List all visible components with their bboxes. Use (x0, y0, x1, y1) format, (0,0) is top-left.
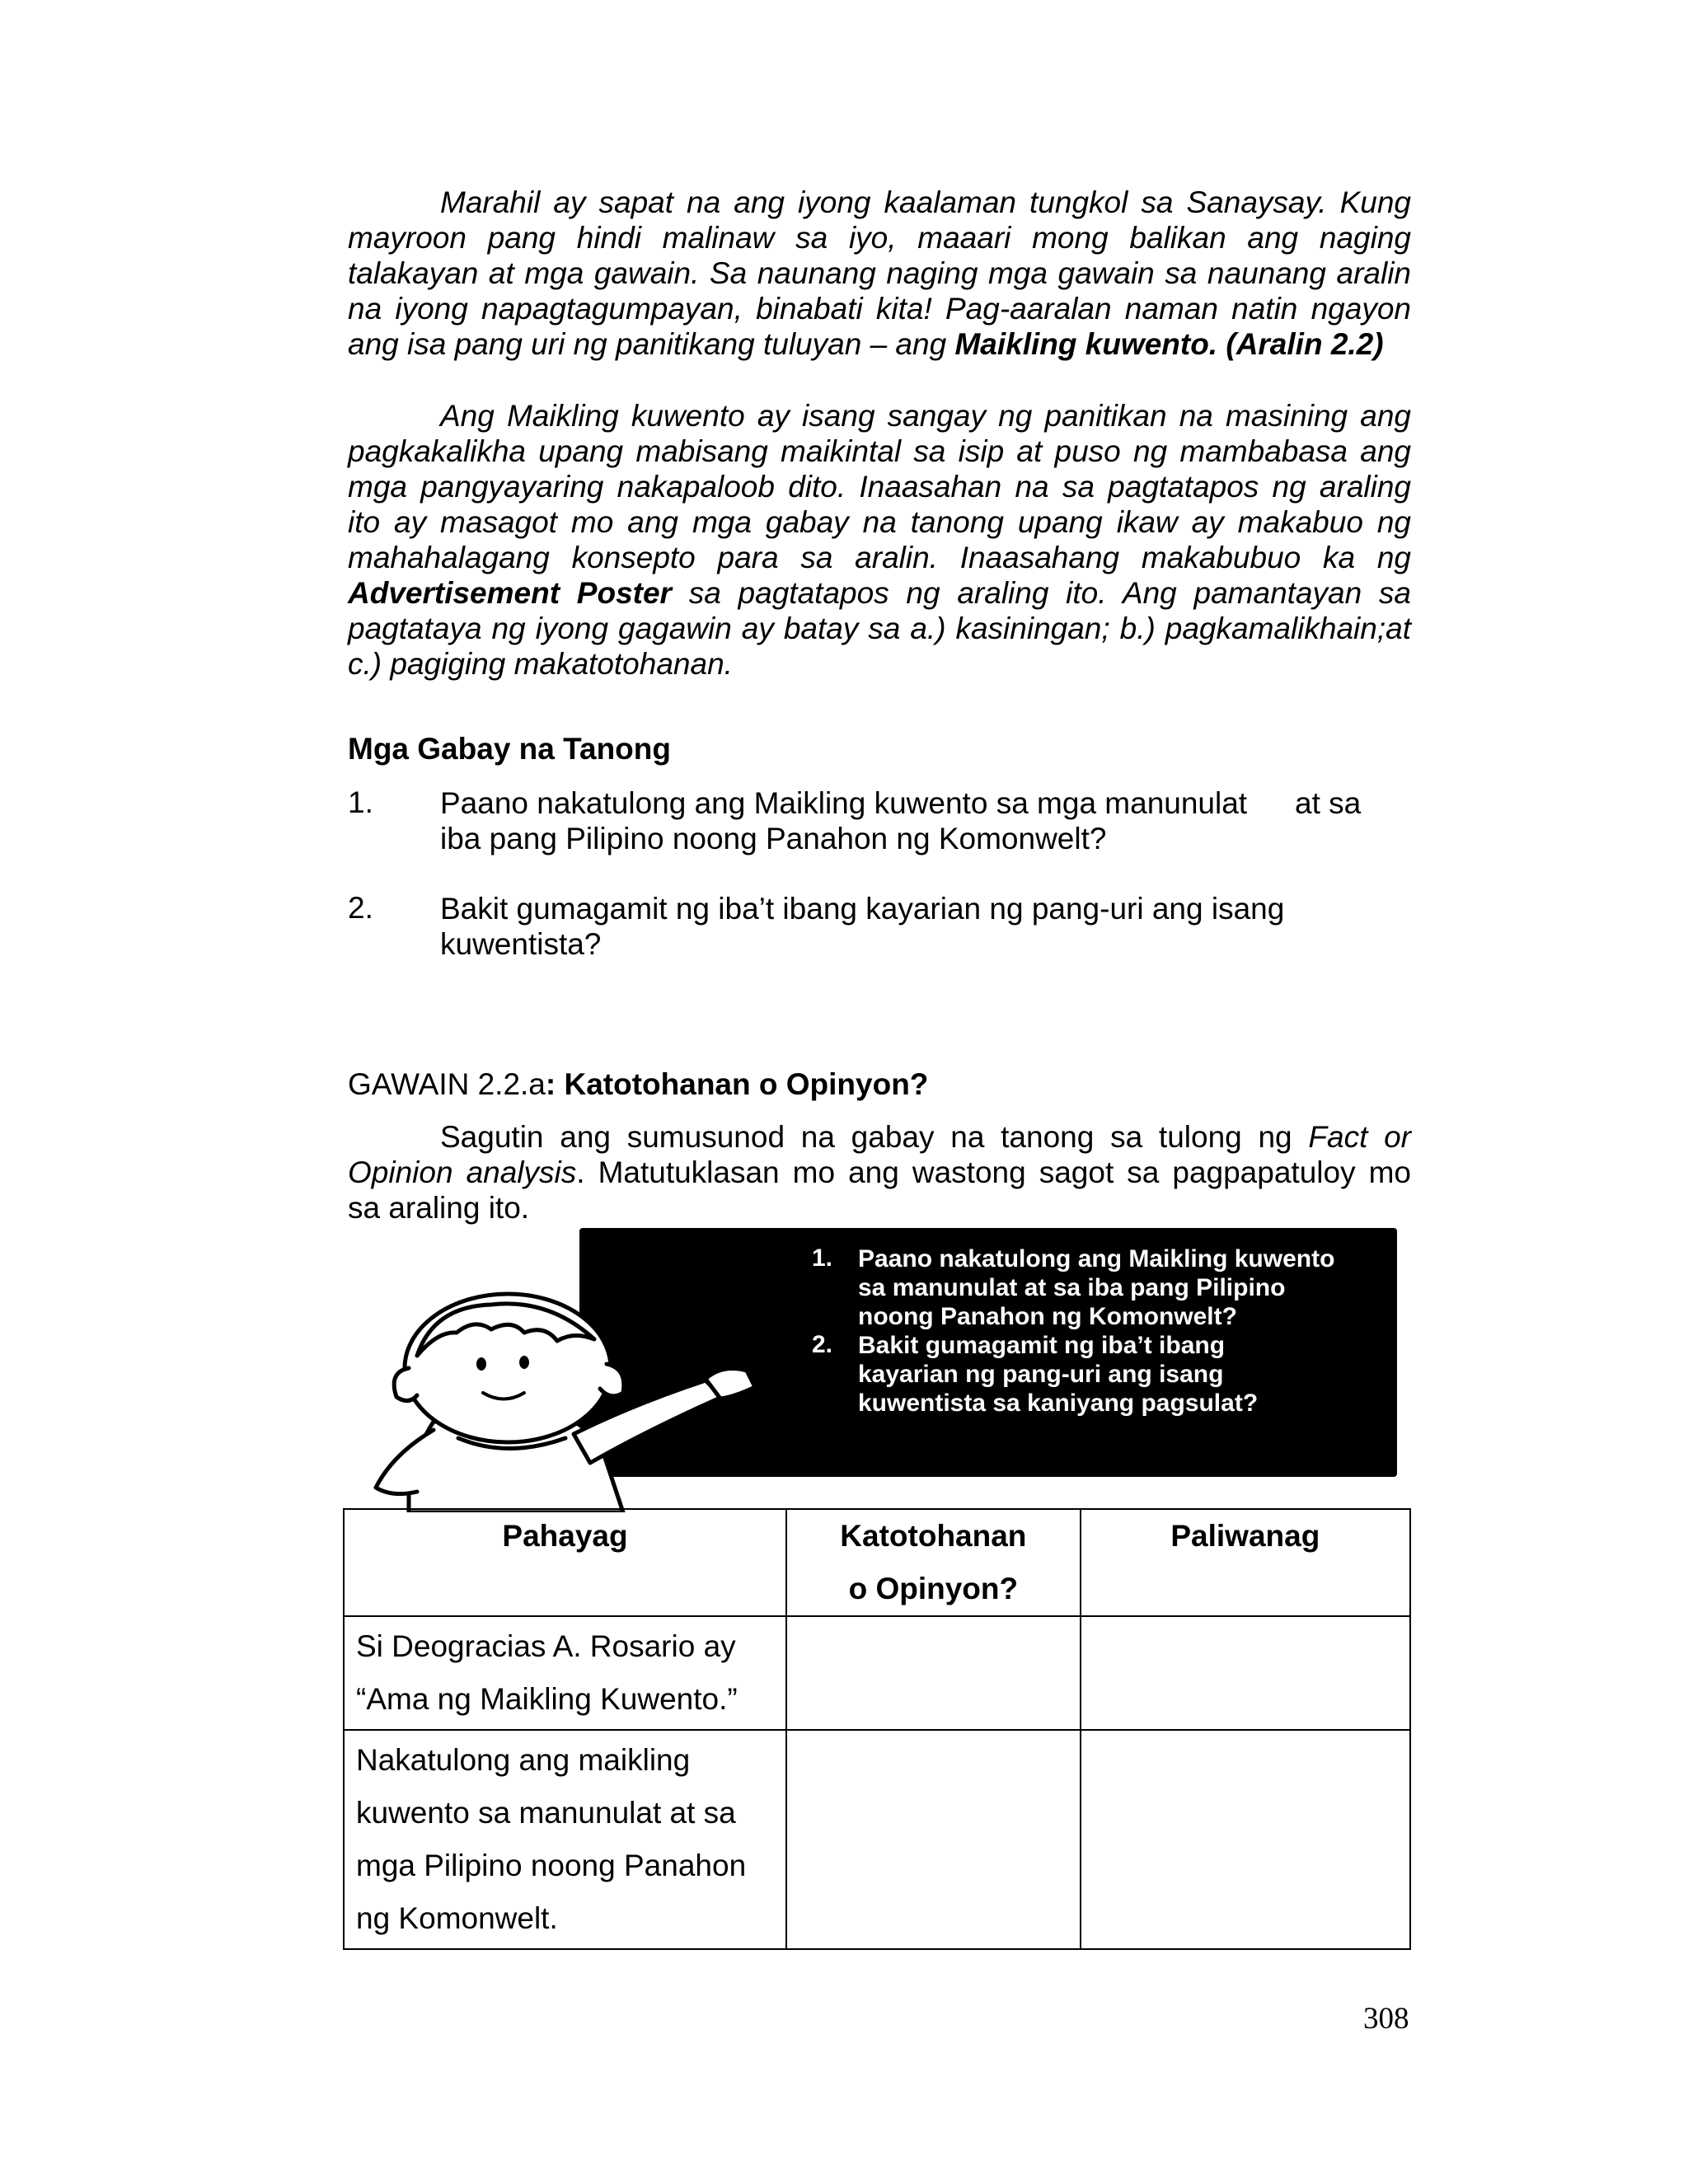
table-row (344, 1616, 1410, 1730)
gawain-title (348, 1067, 928, 1102)
fact-opinion-table (343, 1508, 1411, 1950)
intro-paragraph (348, 185, 1411, 362)
gawain-intro (348, 1119, 1411, 1226)
blackboard-item-number: 2. (812, 1331, 833, 1358)
cell-line: ng Komonwelt. (356, 1901, 558, 1935)
blackboard-line: kayarian ng pang-uri ang isang (858, 1361, 1224, 1388)
gawain-heading: : Katotohanan o Opinyon? (545, 1067, 929, 1101)
question-line: iba pang Pilipino noong Panahon ng Komonwelt? (440, 822, 1107, 855)
intro-line (348, 1155, 1411, 1190)
intro-italic: Opinion analysis (348, 1155, 577, 1189)
cell-line: “Ama ng Maikling Kuwento.” (356, 1682, 738, 1716)
cell-line: Si Deogracias A. Rosario ay (356, 1629, 736, 1663)
pahayag-cell (344, 1616, 786, 1730)
blackboard-line: kuwentista sa kaniyang pagsulat? (858, 1390, 1259, 1417)
question-line: Paano nakatulong ang Maikling kuwento sa mga manunulat (440, 786, 1248, 820)
paragraph-line: mahahalagang konsepto para sa aralin. Inaasahang makabubuo ka ng (348, 541, 1411, 574)
paragraph-line: pagtataya ng iyong gagawin ay batay sa a.) kasiningan; b.) pagkamalikhain;at (348, 612, 1411, 645)
pahayag-cell (344, 1730, 786, 1949)
paragraph-line: c.) pagiging makatotohanan. (348, 647, 733, 681)
cartoon-student-illustration (359, 1282, 821, 1512)
paragraph-line: Marahil ay sapat na ang iyong kaalaman tungkol sa Sanaysay. Kung (440, 185, 1411, 219)
header-line: Katotohanan (840, 1519, 1027, 1553)
header-pahayag: Pahayag (344, 1509, 786, 1616)
blackboard-item-number: 1. (812, 1244, 833, 1272)
question-number: 2. (348, 891, 373, 925)
cell-line: mga Pilipino noong Panahon (356, 1849, 747, 1882)
paragraph-line (348, 575, 1411, 611)
katotohanan-answer-cell[interactable] (786, 1730, 1081, 1949)
intro-italic: Fact or (1308, 1120, 1412, 1154)
paragraph-line: talakayan at mga gawain. Sa naunang naging mga gawain sa naunang aralin (348, 256, 1411, 290)
katotohanan-answer-cell[interactable] (786, 1616, 1081, 1730)
paragraph-line: mga pangyayaring nakapaloob dito. Inaasahan na sa pagtatapos ng araling (348, 470, 1411, 504)
paragraph-line: Ang Maikling kuwento ay isang sangay ng panitikan na masining ang (440, 399, 1411, 433)
question-number: 1. (348, 785, 373, 819)
intro-text: . Matutuklasan mo ang wastong sagot sa pagpapatuloy mo (576, 1155, 1412, 1189)
blackboard-line: Bakit gumagamit ng iba’t ibang (858, 1332, 1226, 1359)
advertisement-poster-term: Advertisement Poster (348, 576, 672, 610)
page-number: 308 (1363, 2002, 1409, 2036)
paliwanag-answer-cell[interactable] (1081, 1616, 1410, 1730)
paragraph-line: mayroon pang hindi malinaw sa iyo, maaari mong balikan ang naging (348, 221, 1411, 255)
gawain-label: GAWAIN 2.2.a (348, 1067, 546, 1101)
paragraph-text: ang isa pang uri ng panitikang tuluyan – ang (348, 327, 955, 361)
blackboard-line: Paano nakatulong ang Maikling kuwento (858, 1245, 1335, 1272)
paragraph-line: ito ay masagot mo ang mga gabay na tanong upang ikaw ay makabuo ng (348, 505, 1411, 539)
question-line: Bakit gumagamit ng iba’t ibang kayarian ng pang-uri ang isang (440, 892, 1285, 926)
blackboard-line: sa manunulat at sa iba pang Pilipino (858, 1274, 1286, 1301)
maikling-kuwento-paragraph (348, 398, 1411, 682)
question-line: kuwentista? (440, 927, 602, 961)
cell-line: Nakatulong ang maikling (356, 1743, 691, 1777)
paragraph-text: sa pagtatapos ng araling ito. Ang pamantayan sa (671, 576, 1412, 610)
lesson-title: Maikling kuwento. (Aralin 2.2) (954, 327, 1384, 361)
header-line: o Opinyon? (848, 1572, 1019, 1605)
guide-questions-heading: Mga Gabay na Tanong (348, 732, 671, 766)
paliwanag-answer-cell[interactable] (1081, 1730, 1410, 1949)
table-header-row (344, 1509, 1410, 1616)
blackboard-line: noong Panahon ng Komonwelt? (858, 1303, 1237, 1330)
header-katotohanan (786, 1509, 1081, 1616)
header-paliwanag: Paliwanag (1081, 1509, 1410, 1616)
table-row (344, 1730, 1410, 1949)
paragraph-line: na iyong napagtagumpayan, binabati kita! Pag-aaralan naman natin ngayon (348, 292, 1411, 326)
paragraph-line (348, 326, 1411, 362)
cell-line: kuwento sa manunulat at sa (356, 1796, 736, 1830)
intro-line (348, 1119, 1411, 1155)
paragraph-line: pagkakalikha upang mabisang maikintal sa isip at puso ng mambabasa ang (348, 434, 1411, 468)
intro-line: sa araling ito. (348, 1191, 530, 1225)
question-line-tail: at sa (1295, 786, 1362, 820)
intro-text: Sagutin ang sumusunod na gabay na tanong sa tulong ng (440, 1120, 1309, 1154)
